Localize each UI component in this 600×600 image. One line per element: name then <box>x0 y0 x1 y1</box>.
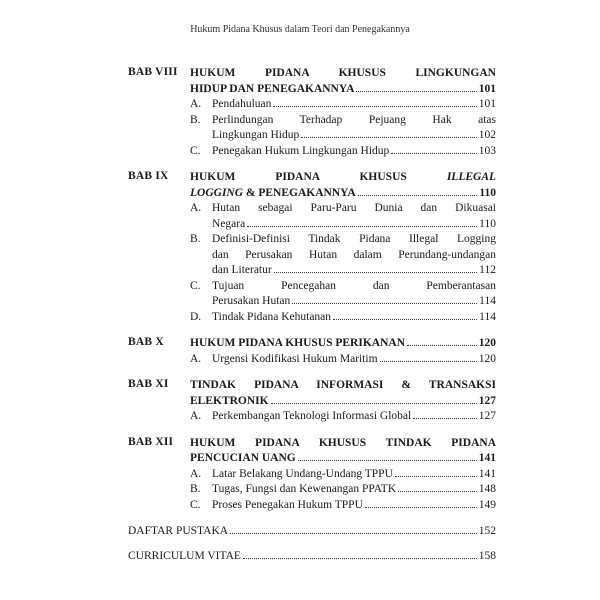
page-number: 114 <box>479 295 496 307</box>
chapter-title-part: HUKUM PIDANA KHUSUS <box>190 171 407 183</box>
item-letter: A. <box>190 202 202 214</box>
item-text: Urgensi Kodifikasi Hukum Maritim <box>212 352 378 365</box>
dot-leader <box>292 303 477 304</box>
chapter-bab-xii <box>128 436 496 514</box>
dot-leader <box>365 507 477 508</box>
item-text: Tugas, Fungsi dan Kewenangan PPATK <box>212 483 397 495</box>
item-text: Perkembangan Teknologi Informasi Global <box>212 410 412 422</box>
toc-item[interactable] <box>190 97 496 113</box>
toc-item[interactable] <box>190 409 496 425</box>
item-letter: C. <box>190 498 201 511</box>
item-text-last-line: Perusakan Hutan <box>212 295 291 307</box>
chapter-title-last-line: PENCUCIAN UANG <box>190 452 296 464</box>
item-text: Pendahuluan <box>212 98 272 110</box>
table-of-contents <box>128 66 496 573</box>
item-text-last-line: Lingkungan Hidup <box>212 129 300 141</box>
page-number: 127 <box>478 394 496 407</box>
chapter-bab-xi <box>128 378 496 425</box>
toc-entry[interactable] <box>190 82 496 98</box>
toc-item[interactable] <box>190 113 496 144</box>
chapter-title-line: HUKUM PIDANA KHUSUS TINDAK PIDANA <box>190 436 496 449</box>
dot-leader <box>301 137 477 138</box>
chapter-bab-ix <box>128 170 496 325</box>
page-number: 120 <box>478 352 496 365</box>
item-letter: B. <box>190 113 201 126</box>
toc-entry-curriculum-vitae[interactable] <box>128 549 496 565</box>
page-number: 101 <box>478 82 496 95</box>
dot-leader <box>247 226 477 227</box>
dot-leader <box>271 403 477 404</box>
toc-item[interactable] <box>190 498 496 514</box>
toc-item[interactable] <box>190 279 496 310</box>
chapter-title-line <box>190 170 496 186</box>
item-letter: C. <box>190 144 201 157</box>
toc-entry[interactable] <box>190 186 496 202</box>
item-text-last-line: Negara <box>212 217 246 230</box>
toc-item[interactable] <box>190 144 496 160</box>
item-text: Latar Belakang Undang-Undang TPPU <box>212 467 393 480</box>
chapter-title-last-line: HIDUP DAN PENEGAKANNYA <box>190 82 355 95</box>
toc-item[interactable] <box>190 467 496 483</box>
chapter-bab-x <box>128 336 496 367</box>
item-letter: A. <box>190 98 202 110</box>
page-number: 112 <box>479 264 496 276</box>
item-letter: C. <box>190 279 201 292</box>
item-text-last-line: dan Literatur <box>212 264 272 276</box>
page-number: 102 <box>478 129 496 141</box>
item-letter: A. <box>190 352 202 365</box>
page-number: 149 <box>478 498 496 511</box>
toc-entry[interactable] <box>190 394 496 410</box>
item-text-line: Definisi-Definisi Tindak Pidana Illegal Logging <box>212 233 496 245</box>
item-letter: B. <box>190 483 201 495</box>
chapter-bab-viii <box>128 66 496 159</box>
page-number: 158 <box>478 549 496 562</box>
item-text: Penegakan Hukum Lingkungan Hidup <box>212 144 390 157</box>
dot-leader <box>274 272 477 273</box>
dot-leader <box>333 319 477 320</box>
page-number: 120 <box>478 337 496 349</box>
item-text-line: Hutan sebagai Paru-Paru Dunia dan Dikuasai <box>212 202 496 214</box>
page-number: 114 <box>479 310 496 323</box>
toc-item[interactable] <box>190 201 496 232</box>
dot-leader <box>391 153 476 154</box>
chapter-title-italic: ILLEGAL <box>446 171 497 183</box>
item-letter: B. <box>190 233 201 245</box>
running-header: Hukum Pidana Khusus dalam Teori dan Penegakannya <box>190 24 410 35</box>
toc-item[interactable] <box>190 352 496 368</box>
toc-entry[interactable] <box>190 451 496 467</box>
chapter-title-last-line: ELEKTRONIK <box>190 394 269 407</box>
dot-leader <box>395 476 477 477</box>
dot-leader <box>380 361 477 362</box>
dot-leader <box>398 491 477 492</box>
item-text-line: dan Perusakan Hutan dalam Perundang-undangan <box>212 248 496 261</box>
toc-item[interactable] <box>190 232 496 279</box>
chapter-title-line: HUKUM PIDANA KHUSUS LINGKUNGAN <box>190 67 496 79</box>
chapter-label: BAB IX <box>128 170 169 182</box>
dot-leader <box>356 91 476 92</box>
dot-leader <box>413 418 477 419</box>
item-letter: A. <box>190 410 202 422</box>
item-letter: D. <box>190 310 202 323</box>
item-text-line: Perlindungan Terhadap Pejuang Hak atas <box>212 113 496 126</box>
dot-leader <box>407 345 477 346</box>
dot-leader <box>298 460 477 461</box>
chapter-title-part: & PENEGAKANNYA <box>243 186 356 199</box>
toc-item[interactable] <box>190 482 496 498</box>
item-text: Tindak Pidana Kehutanan <box>212 310 332 323</box>
item-letter: A. <box>190 467 202 480</box>
page-number: 127 <box>478 410 496 422</box>
chapter-label: BAB XII <box>128 435 174 448</box>
page-number: 141 <box>478 467 496 480</box>
entry-text: CURRICULUM VITAE <box>128 549 241 562</box>
chapter-title: HUKUM PIDANA KHUSUS PERIKANAN <box>190 337 405 349</box>
page-number: 110 <box>479 186 496 199</box>
page-number: 148 <box>478 483 496 495</box>
chapter-title-italic: LOGGING <box>190 186 244 199</box>
page-number: 110 <box>479 217 496 230</box>
page-number: 103 <box>478 144 496 157</box>
dot-leader <box>273 106 476 107</box>
dot-leader <box>358 195 478 196</box>
page-number: 141 <box>478 452 496 464</box>
chapter-title-line: TINDAK PIDANA INFORMASI & TRANSAKSI <box>190 379 496 391</box>
toc-entry-daftar-pustaka[interactable] <box>128 524 496 540</box>
page-number: 101 <box>478 98 496 110</box>
chapter-label: BAB VIII <box>128 66 178 78</box>
item-text: Proses Penegakan Hukum TPPU <box>212 498 363 511</box>
entry-text: DAFTAR PUSTAKA <box>128 525 229 537</box>
dot-leader <box>243 558 477 559</box>
chapter-label: BAB X <box>128 336 164 348</box>
page-number: 152 <box>478 525 496 537</box>
item-text-line: Tujuan Pencegahan dan Pemberantasan <box>212 279 496 292</box>
chapter-label: BAB XI <box>128 378 169 390</box>
toc-item[interactable] <box>190 310 496 326</box>
toc-entry[interactable] <box>190 336 496 352</box>
dot-leader <box>230 533 477 534</box>
